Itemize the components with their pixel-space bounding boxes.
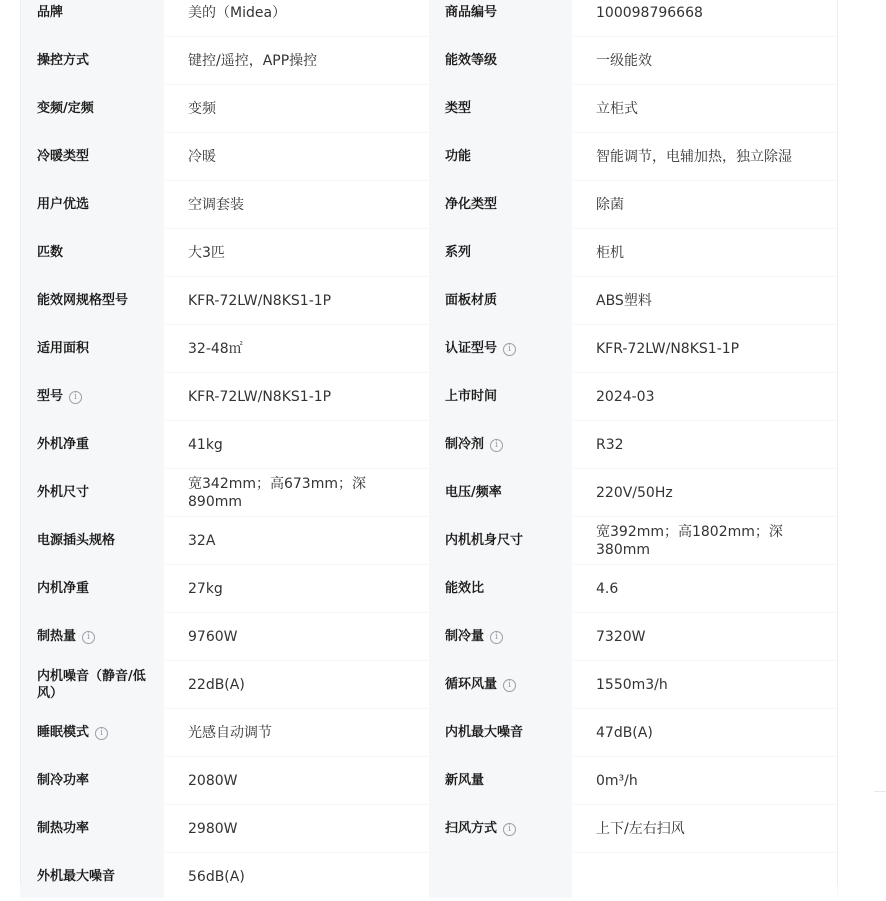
spec-label — [428, 853, 571, 900]
spec-label-text: 认证型号 — [445, 341, 498, 356]
spec-value-text: 41kg — [188, 436, 223, 453]
spec-label-text: 净化类型 — [445, 197, 498, 212]
spec-value-text: 智能调节，电辅加热，独立除湿 — [596, 148, 792, 165]
spec-value — [572, 37, 837, 84]
spec-value-text: R32 — [596, 436, 624, 453]
spec-label-text: 功能 — [445, 149, 472, 164]
spec-value-text: KFR-72LW/N8KS1-1P — [188, 292, 332, 309]
spec-label — [20, 805, 163, 852]
spec-value-text: 4.6 — [596, 580, 619, 597]
spec-value — [572, 373, 837, 420]
spec-label — [428, 469, 571, 516]
spec-label-text: 制热功率 — [37, 821, 90, 836]
spec-value — [164, 469, 429, 516]
spec-value — [164, 421, 429, 468]
spec-label — [20, 661, 163, 708]
spec-value-text: 除菌 — [596, 196, 624, 213]
spec-label-text: 操控方式 — [37, 53, 90, 68]
spec-value-text: 一级能效 — [596, 52, 652, 69]
spec-value — [572, 277, 837, 324]
spec-label-text: 变频/定频 — [37, 101, 94, 116]
spec-value — [572, 469, 837, 516]
spec-label-text: 内机净重 — [37, 581, 90, 596]
info-circle-icon[interactable] — [503, 679, 516, 692]
spec-value — [164, 661, 429, 708]
spec-row — [20, 517, 838, 565]
spec-value — [572, 661, 837, 708]
spec-label-text: 外机最大噪音 — [37, 869, 116, 884]
spec-row — [20, 421, 838, 469]
spec-value-text: 0m³/h — [596, 772, 638, 789]
spec-value-text: 立柜式 — [596, 100, 638, 117]
spec-value-text: 47dB(A) — [596, 724, 653, 741]
spec-label-text: 扫风方式 — [445, 821, 498, 836]
spec-row — [20, 805, 838, 853]
spec-label — [428, 709, 571, 756]
spec-label — [428, 805, 571, 852]
spec-label — [428, 661, 571, 708]
spec-row — [20, 0, 838, 37]
spec-value — [164, 373, 429, 420]
spec-label-text: 能效等级 — [445, 53, 498, 68]
spec-label — [428, 517, 571, 564]
spec-label-text: 上市时间 — [445, 389, 498, 404]
spec-row — [20, 613, 838, 661]
spec-value — [572, 805, 837, 852]
spec-label — [20, 613, 163, 660]
spec-row — [20, 565, 838, 613]
spec-value-text: 宽392mm；高1802mm；深380mm — [596, 523, 783, 558]
spec-label — [428, 229, 571, 276]
spec-label-text: 新风量 — [445, 773, 485, 788]
spec-label-text: 能效网规格型号 — [37, 293, 129, 308]
spec-value — [572, 85, 837, 132]
spec-label-text: 系列 — [445, 245, 472, 260]
spec-row — [20, 229, 838, 277]
spec-value-text: 220V/50Hz — [596, 484, 673, 501]
spec-label — [20, 421, 163, 468]
spec-label-text: 制冷量 — [445, 629, 485, 644]
spec-label — [20, 277, 163, 324]
spec-value-text: 9760W — [188, 628, 238, 645]
spec-value-text: 7320W — [596, 628, 646, 645]
spec-value-text: 美的（Midea） — [188, 4, 287, 21]
spec-value — [164, 757, 429, 804]
spec-label — [20, 565, 163, 612]
spec-label-text: 冷暖类型 — [37, 149, 90, 164]
spec-value — [164, 517, 429, 564]
spec-value — [164, 709, 429, 756]
spec-value — [164, 805, 429, 852]
spec-value-text: 100098796668 — [596, 4, 703, 21]
spec-value — [164, 85, 429, 132]
spec-row — [20, 277, 838, 325]
spec-label-text: 匹数 — [37, 245, 64, 260]
spec-label-text: 用户优选 — [37, 197, 90, 212]
spec-label — [20, 229, 163, 276]
spec-value-text: 光感自动调节 — [188, 724, 272, 741]
spec-label — [428, 565, 571, 612]
spec-value-text: 宽342mm；高673mm；深890mm — [188, 475, 366, 510]
spec-value-text: ABS塑料 — [596, 292, 652, 309]
spec-label-text: 商品编号 — [445, 5, 498, 20]
spec-row — [20, 133, 838, 181]
spec-label — [428, 133, 571, 180]
spec-value — [572, 757, 837, 804]
spec-label-text: 适用面积 — [37, 341, 90, 356]
spec-value — [164, 277, 429, 324]
spec-label-text: 内机噪音（静音/低风） — [37, 668, 146, 701]
spec-value-text: 27kg — [188, 580, 223, 597]
info-circle-icon[interactable] — [503, 823, 516, 836]
info-circle-icon[interactable] — [503, 343, 516, 356]
spec-row — [20, 469, 838, 517]
spec-value — [164, 0, 429, 36]
spec-label — [20, 757, 163, 804]
spec-value — [164, 325, 429, 372]
spec-label — [428, 757, 571, 804]
info-circle-icon[interactable] — [95, 727, 108, 740]
spec-label — [428, 613, 571, 660]
spec-value — [572, 517, 837, 564]
spec-label-text: 品牌 — [37, 5, 64, 20]
spec-label — [20, 181, 163, 228]
spec-value-text: KFR-72LW/N8KS1-1P — [188, 388, 332, 405]
spec-value-text: 冷暖 — [188, 148, 216, 165]
spec-label — [428, 85, 571, 132]
info-circle-icon[interactable] — [490, 439, 503, 452]
spec-label — [20, 133, 163, 180]
spec-value-text: KFR-72LW/N8KS1-1P — [596, 340, 740, 357]
info-circle-icon[interactable] — [69, 391, 82, 404]
spec-label — [20, 325, 163, 372]
spec-label-text: 型号 — [37, 389, 64, 404]
spec-label — [20, 85, 163, 132]
spec-value — [164, 853, 429, 900]
spec-value — [164, 133, 429, 180]
spec-label-text: 类型 — [445, 101, 472, 116]
spec-label — [428, 421, 571, 468]
side-divider — [874, 791, 886, 792]
spec-label-text: 电压/频率 — [445, 485, 502, 500]
spec-value-text: 22dB(A) — [188, 676, 245, 693]
spec-value — [164, 181, 429, 228]
spec-value-text: 1550m3/h — [596, 676, 668, 693]
spec-label — [428, 181, 571, 228]
spec-value — [572, 229, 837, 276]
spec-value — [572, 565, 837, 612]
spec-label-text: 制冷剂 — [445, 437, 485, 452]
spec-row — [20, 373, 838, 421]
spec-value — [572, 709, 837, 756]
spec-label-text: 内机最大噪音 — [445, 725, 524, 740]
spec-row — [20, 325, 838, 373]
spec-value — [164, 565, 429, 612]
spec-value-text: 柜机 — [596, 244, 624, 261]
spec-label-text: 循环风量 — [445, 677, 498, 692]
spec-row — [20, 661, 838, 709]
spec-value-text: 键控/遥控，APP操控 — [188, 52, 318, 69]
spec-value-text: 32-48㎡ — [188, 340, 243, 357]
spec-value — [572, 0, 837, 36]
spec-label-text: 外机尺寸 — [37, 485, 90, 500]
spec-label — [428, 0, 571, 36]
info-circle-icon[interactable] — [82, 631, 95, 644]
spec-value-text: 大3匹 — [188, 244, 225, 261]
spec-value — [164, 613, 429, 660]
spec-label-text: 睡眠模式 — [37, 725, 90, 740]
spec-label-text: 外机净重 — [37, 437, 90, 452]
spec-label — [20, 853, 163, 900]
spec-value — [572, 181, 837, 228]
spec-value-text: 56dB(A) — [188, 868, 245, 885]
spec-value-text: 32A — [188, 532, 216, 549]
spec-row — [20, 181, 838, 229]
spec-value — [164, 229, 429, 276]
spec-value — [572, 613, 837, 660]
spec-label — [20, 373, 163, 420]
spec-label — [20, 37, 163, 84]
spec-label-text: 制冷功率 — [37, 773, 90, 788]
spec-value-text: 上下/左右扫风 — [596, 820, 685, 837]
spec-label-text: 内机机身尺寸 — [445, 533, 524, 548]
spec-label — [20, 709, 163, 756]
spec-label — [428, 37, 571, 84]
spec-label-text: 制热量 — [37, 629, 77, 644]
spec-label — [20, 469, 163, 516]
spec-value — [572, 421, 837, 468]
spec-label — [428, 373, 571, 420]
spec-label — [20, 0, 163, 36]
spec-value — [572, 133, 837, 180]
spec-row — [20, 85, 838, 133]
spec-label — [428, 325, 571, 372]
spec-label-text: 电源插头规格 — [37, 533, 116, 548]
spec-value-text: 2024-03 — [596, 388, 655, 405]
spec-label — [20, 517, 163, 564]
spec-row — [20, 37, 838, 85]
spec-value — [572, 325, 837, 372]
spec-label-text: 面板材质 — [445, 293, 498, 308]
spec-value-text: 空调套装 — [188, 196, 244, 213]
spec-value-text: 2080W — [188, 772, 238, 789]
spec-row — [20, 709, 838, 757]
spec-value — [164, 37, 429, 84]
spec-value-text: 变频 — [188, 100, 216, 117]
info-circle-icon[interactable] — [490, 631, 503, 644]
spec-value-text: 2980W — [188, 820, 238, 837]
spec-label — [428, 277, 571, 324]
spec-label-text: 能效比 — [445, 581, 485, 596]
spec-row — [20, 853, 838, 901]
spec-value — [572, 853, 837, 900]
spec-row — [20, 757, 838, 805]
